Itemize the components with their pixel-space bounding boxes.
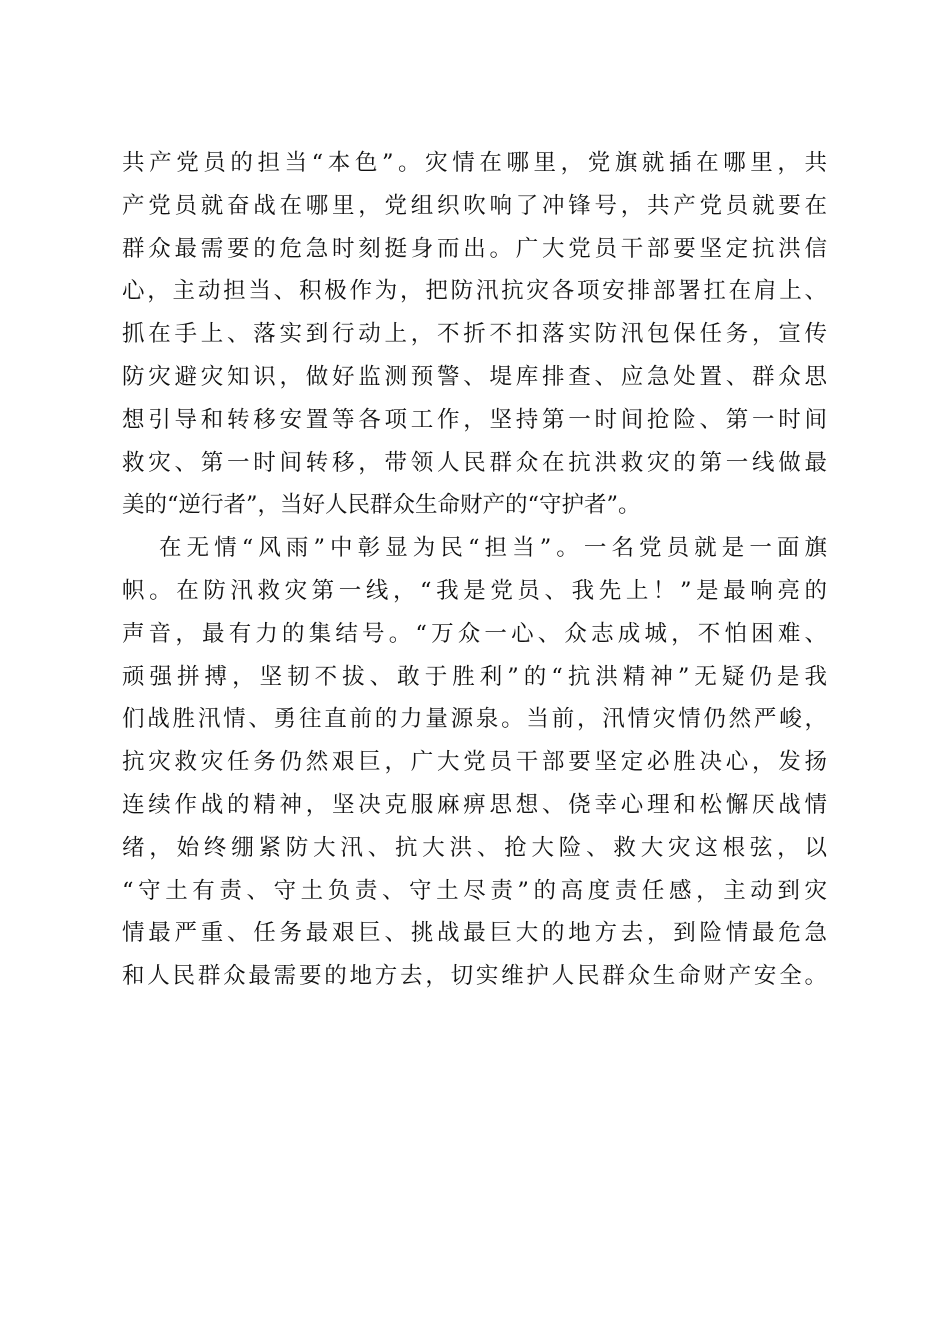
text-line: 产党员就奋战在哪里，党组织吹响了冲锋号，共产党员就要在	[122, 192, 827, 219]
paragraph-2	[122, 527, 827, 998]
text-line: 共产党员的担当“本色”。灾情在哪里，党旗就插在哪里，共	[122, 150, 827, 176]
text-line: 声音，最有力的集结号。“万众一心、众志成城，不怕困难、	[122, 620, 827, 647]
text-line: 帜。在防汛救灾第一线，“我是党员、我先上！”是最响亮的	[122, 577, 827, 604]
text-line: 美的“逆行者”，当好人民群众生命财产的“守护者”。	[122, 492, 641, 519]
text-line: 抓在手上、落实到行动上，不折不扣落实防汛包保任务，宣传	[122, 321, 827, 348]
text-line: 救灾、第一时间转移，带领人民群众在抗洪救灾的第一线做最	[122, 449, 827, 476]
text-line: 防灾避灾知识，做好监测预警、堤库排查、应急处置、群众思	[122, 363, 827, 390]
text-line: 们战胜汛情、勇往直前的力量源泉。当前，汛情灾情仍然严峻，	[122, 706, 827, 733]
text-line: 想引导和转移安置等各项工作，坚持第一时间抢险、第一时间	[122, 406, 827, 433]
paragraph-1	[122, 142, 827, 527]
text-line: 在无情“风雨”中彰显为民“担当”。一名党员就是一面旗	[159, 535, 827, 562]
text-line: 情最严重、任务最艰巨、挑战最巨大的地方去，到险情最危急	[122, 920, 827, 947]
text-line: 抗灾救灾任务仍然艰巨，广大党员干部要坚定必胜决心，发扬	[122, 749, 827, 776]
text-line: 和人民群众最需要的地方去，切实维护人民群众生命财产安全。	[122, 963, 827, 990]
text-line: 顽强拼搏，坚韧不拔、敢于胜利”的“抗洪精神”无疑仍是我	[122, 663, 827, 690]
text-line: 连续作战的精神，坚决克服麻痹思想、侥幸心理和松懈厌战情	[122, 791, 827, 818]
body-text	[122, 142, 827, 998]
text-line: 心，主动担当、积极作为，把防汛抗灾各项安排部署扛在肩上、	[122, 278, 827, 305]
text-line: 绪，始终绷紧防大汛、抗大洪、抢大险、救大灾这根弦，以	[122, 834, 827, 861]
text-line: 群众最需要的危急时刻挺身而出。广大党员干部要坚定抗洪信	[122, 235, 827, 262]
text-line: “守土有责、守土负责、守土尽责”的高度责任感，主动到灾	[122, 877, 827, 904]
